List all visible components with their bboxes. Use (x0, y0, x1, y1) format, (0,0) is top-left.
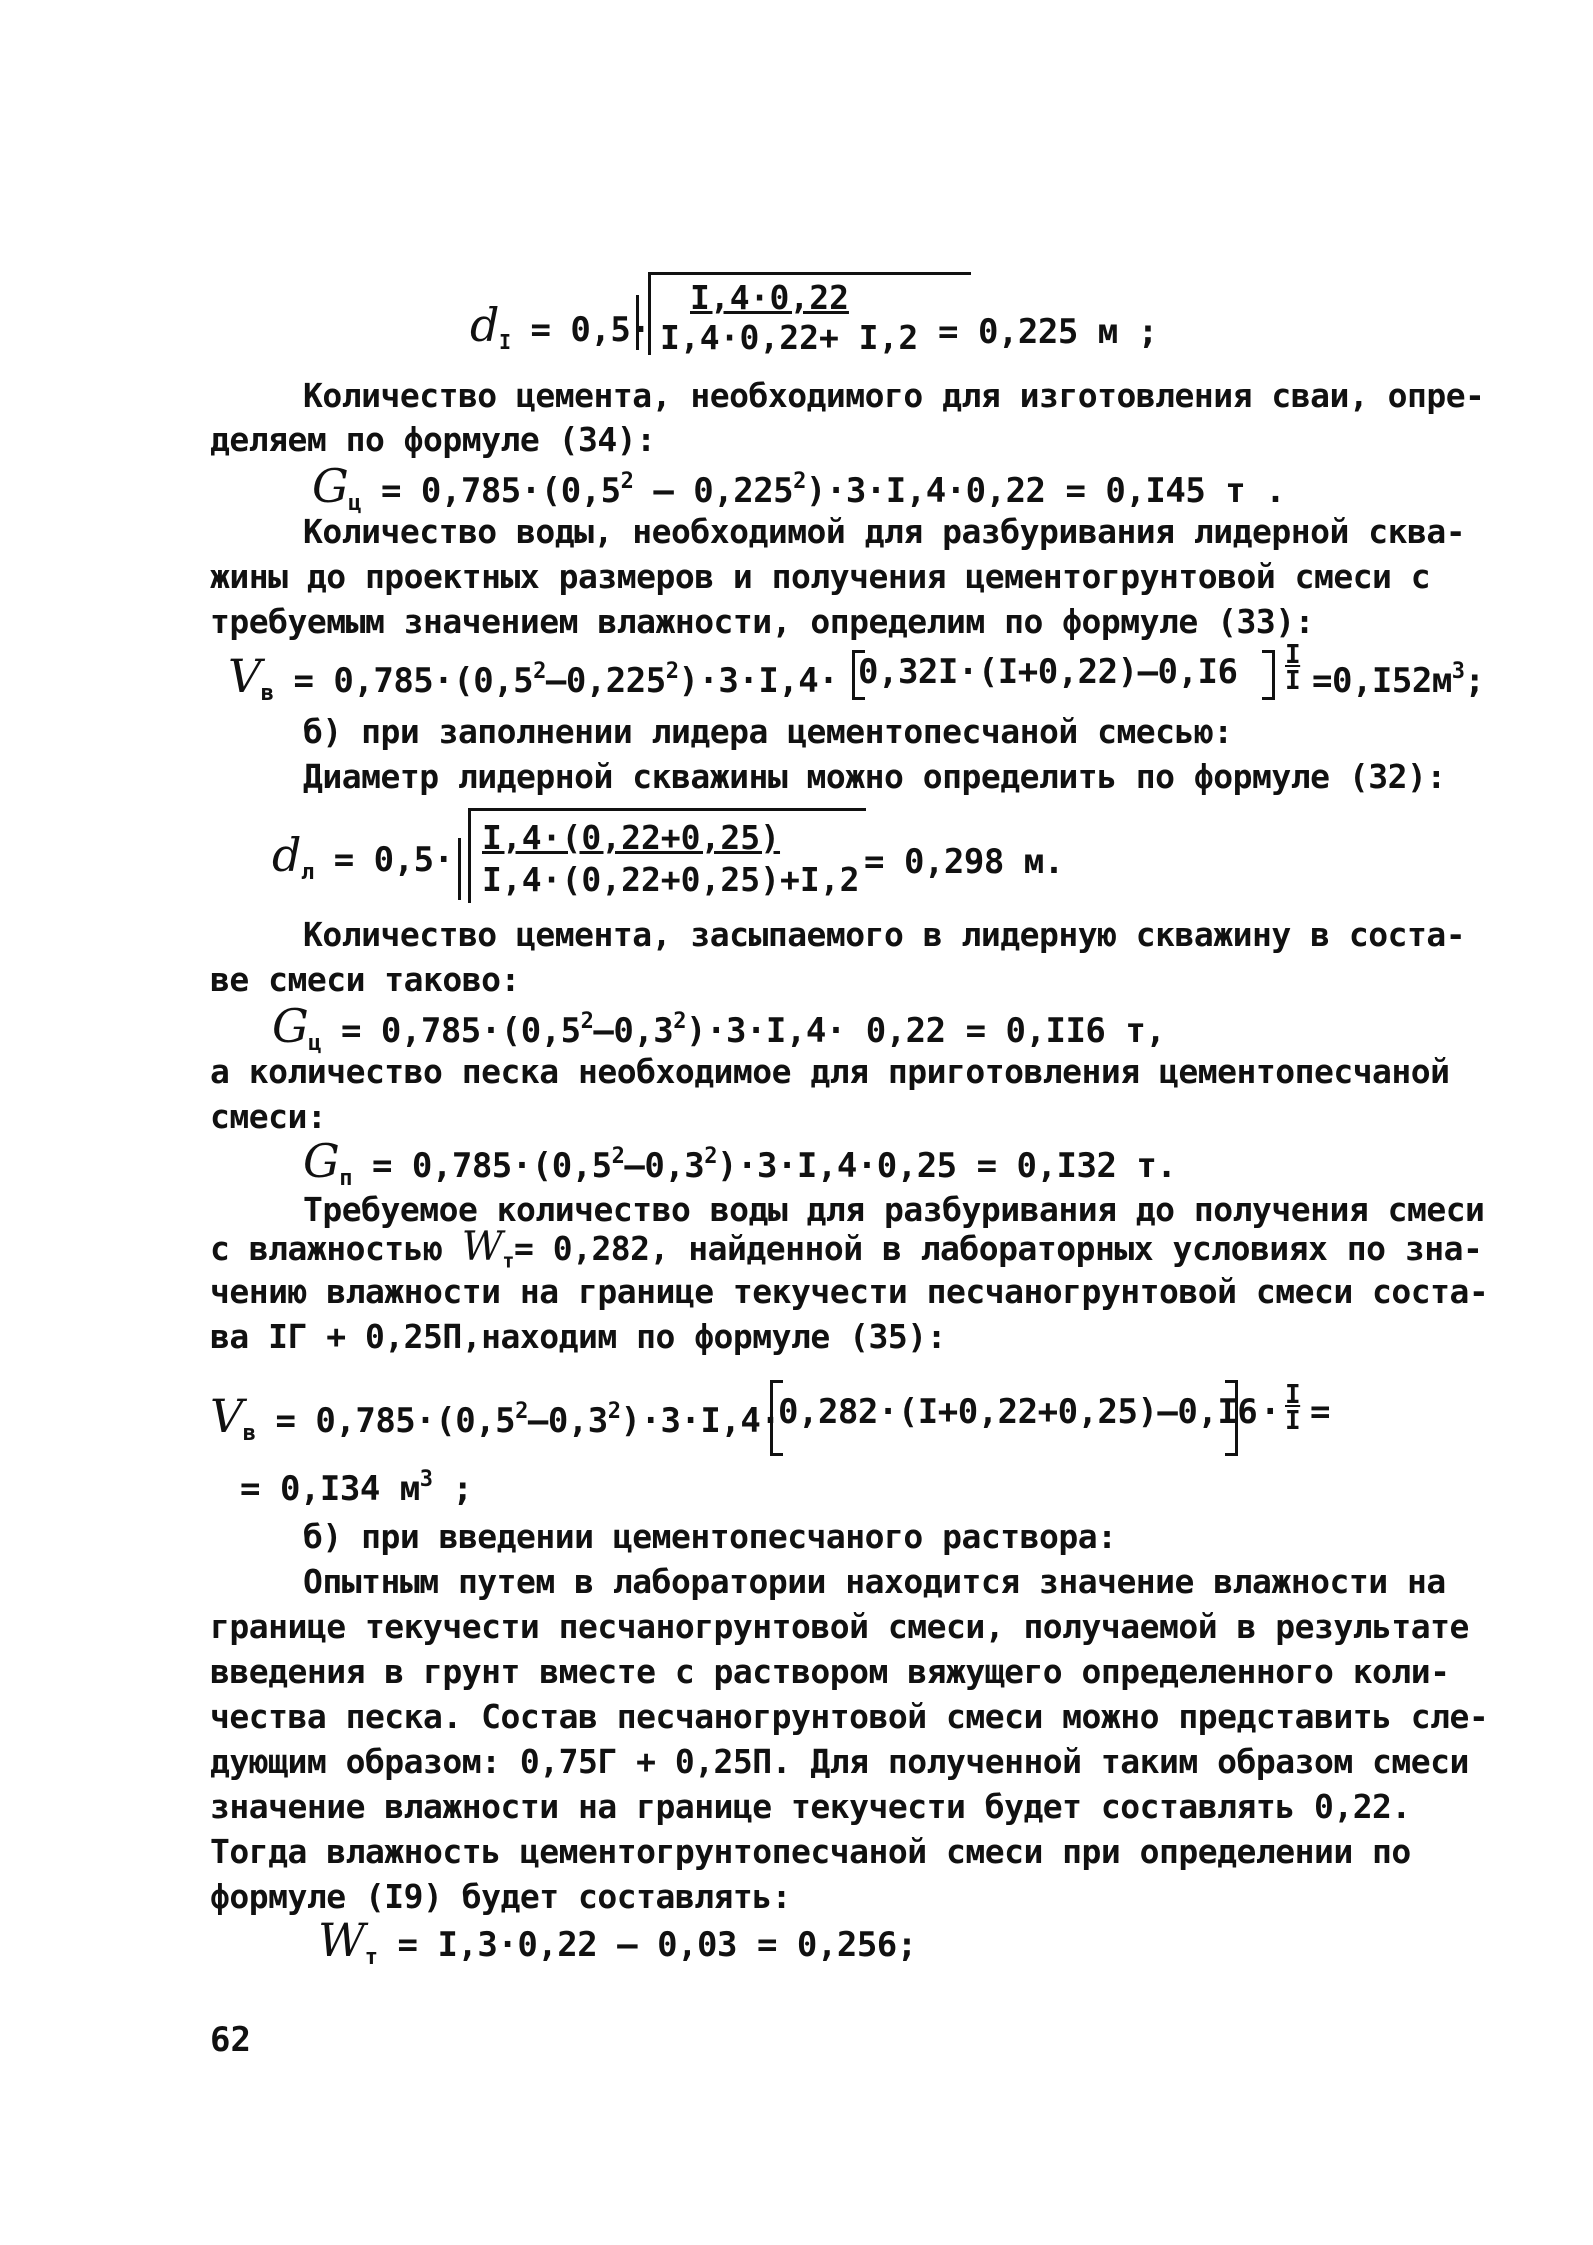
variable-w: W (461, 1224, 503, 1270)
formula-result: = 0,225 м ; (938, 312, 1158, 352)
paragraph-line: чества песка. Состав песчаногрунтовой смеси можно представить сле- (210, 1697, 1489, 1736)
variable-v: V (228, 649, 261, 703)
formula-prefix: = 0,5· (530, 310, 651, 350)
formula-part: = 0,785·(0,5 (380, 471, 621, 511)
paragraph-line: а количество песка необходимое для приготовления цементопесчаной (210, 1052, 1450, 1091)
exponent: 2 (533, 659, 546, 684)
paragraph-line: Опытным путем в лаборатории находится значение влажности на (303, 1562, 1446, 1601)
paragraph-line: Количество цемента, необходимого для изготовления сваи, опре- (303, 376, 1485, 415)
paragraph-line: ве смеси таково: (210, 960, 520, 999)
variable-w: W (318, 1913, 365, 1967)
numerator: I,4·0,22 (690, 278, 849, 317)
subscript: п (339, 1165, 352, 1191)
formula-part: )·3·I,4· 0,22 = 0,II6 т, (686, 1011, 1166, 1051)
subscript: I (498, 329, 511, 354)
variable-g: G (312, 459, 349, 513)
text-part: = 0,282, найденной в лабораторных условиях по зна- (513, 1229, 1483, 1268)
paragraph-line: чению влажности на границе текучести песчаногрунтовой смеси соста- (210, 1272, 1489, 1311)
fraction (482, 818, 862, 900)
radical-sign (458, 838, 461, 900)
formula-part: )·3·I,4·0,25 = 0,I32 т. (717, 1146, 1177, 1186)
subscript: в (242, 1420, 256, 1446)
paragraph-line: Требуемое количество воды для разбуривания до получения смеси (303, 1190, 1485, 1229)
formula-part: )·3·I,4· (678, 661, 839, 701)
exponent: 2 (793, 469, 806, 494)
formula-part: ; (432, 1469, 473, 1509)
formula-part: = 0,785·(0,5 (275, 1401, 516, 1441)
variable-v: V (210, 1389, 243, 1443)
radical-sign (636, 295, 639, 350)
fraction-denominator: I (1285, 1406, 1301, 1436)
variable-g: G (303, 1134, 340, 1188)
subscript: ц (308, 1030, 321, 1056)
paragraph-line: ва IГ + 0,25П,находим по формуле (35): (210, 1317, 946, 1356)
bracket-content: 0,32I·(I+0,22)–0,I6 (858, 652, 1238, 692)
formula-prefix: = 0,5· (333, 840, 454, 880)
paragraph-line: дующим образом: 0,75Г + 0,25П. Для полученной таким образом смеси (210, 1742, 1469, 1781)
exponent: 3 (419, 1467, 433, 1492)
formula-part: = 0,I34 м (240, 1469, 420, 1509)
formula-equals: = (1310, 1392, 1330, 1432)
variable-d: d (470, 298, 499, 352)
denominator: I,4·0,22+ I,2 (660, 318, 919, 357)
formula-part: )·3·I,4·0,22 = 0,I45 т . (805, 471, 1286, 511)
formula-part: =0,I52м (1312, 661, 1452, 701)
formula-dot: · (1260, 1392, 1280, 1432)
paragraph-line: Тогда влажность цементогрунтопесчаной смеси при определении по (210, 1832, 1411, 1871)
subheading: б) при введении цементопесчаного раствора: (303, 1517, 1117, 1556)
formula-result (1312, 652, 1485, 701)
exponent: 2 (673, 1009, 687, 1034)
bracket-right (1225, 1380, 1238, 1456)
formula-part: = 0,785·(0,5 (371, 1146, 612, 1186)
fraction (660, 278, 960, 358)
paragraph-line: границе текучести песчаногрунтовой смеси, получаемой в результате (210, 1607, 1469, 1646)
formula-d1-lhs (470, 298, 651, 362)
exponent: 2 (611, 1144, 625, 1169)
subscript: ц (348, 490, 361, 516)
exponent: 2 (607, 1399, 621, 1424)
exponent: 2 (580, 1009, 594, 1034)
formula-vb2 (210, 1389, 781, 1454)
exponent: 2 (665, 659, 679, 684)
subscript: в (260, 680, 274, 706)
paragraph-line: значение влажности на границе текучести будет составлять 0,22. (210, 1787, 1411, 1826)
text-part: с влажностью (210, 1229, 443, 1268)
subscript: т (502, 1248, 514, 1273)
subscript: л (300, 859, 314, 885)
paragraph-line: Количество воды, необходимой для разбуривания лидерной сква- (303, 512, 1466, 551)
subscript: т (364, 1944, 378, 1970)
paragraph-line: смеси: (210, 1097, 327, 1136)
formula-part: )·3·I,4· (620, 1401, 781, 1441)
bracket-content: 0,282·(I+0,22+0,25)–0,I6 (778, 1392, 1258, 1432)
semicolon: ; (1464, 661, 1485, 701)
formula-part: = 0,785·(0,5 (293, 661, 534, 701)
paragraph-line: требуемым значением влажности, определим по формуле (33): (210, 602, 1314, 641)
formula-part: –0,3 (527, 1401, 608, 1441)
paragraph-line: деляем по формуле (34): (210, 420, 656, 459)
variable-g: G (272, 999, 309, 1053)
bracket-right (1262, 650, 1275, 700)
fraction-numerator: I (1285, 640, 1301, 670)
formula-part: –0,3 (624, 1146, 705, 1186)
exponent: 2 (515, 1399, 528, 1424)
formula-dl-lhs (272, 828, 454, 893)
variable-d: d (272, 828, 301, 882)
formula-vb1 (228, 649, 839, 714)
exponent: 3 (1451, 659, 1465, 684)
paragraph-line: жины до проектных размеров и получения цементогрунтовой смеси с (210, 557, 1431, 596)
exponent: 2 (704, 1144, 718, 1169)
formula-part: –0,225 (545, 661, 666, 701)
formula-result: = 0,298 м. (864, 842, 1064, 882)
paragraph-line: введения в грунт вместе с раствором вяжущего определенного коли- (210, 1652, 1450, 1691)
paragraph-line: формуле (I9) будет составлять: (210, 1877, 792, 1916)
fraction-numerator: I (1285, 1380, 1301, 1410)
formula-part: –0,3 (593, 1011, 674, 1051)
numerator: I,4·(0,22+0,25) (482, 818, 781, 857)
paragraph-line: Количество цемента, засыпаемого в лидерную скважину в соста- (303, 915, 1466, 954)
formula-vb2-result (240, 1460, 472, 1509)
page-number: 62 (210, 2020, 251, 2060)
formula-wm (318, 1913, 917, 1978)
formula-part: = I,3·0,22 – 0,03 = 0,256; (397, 1925, 917, 1965)
formula-part: = 0,785·(0,5 (340, 1011, 581, 1051)
subheading: б) при заполнении лидера цементопесчаной смесью: (303, 712, 1233, 751)
formula-part: – 0,225 (633, 471, 794, 511)
exponent: 2 (620, 469, 634, 494)
denominator: I,4·(0,22+0,25)+I,2 (482, 860, 860, 899)
paragraph-line: Диаметр лидерной скважины можно определить по формуле (32): (303, 757, 1446, 796)
fraction-denominator: I (1285, 666, 1301, 696)
